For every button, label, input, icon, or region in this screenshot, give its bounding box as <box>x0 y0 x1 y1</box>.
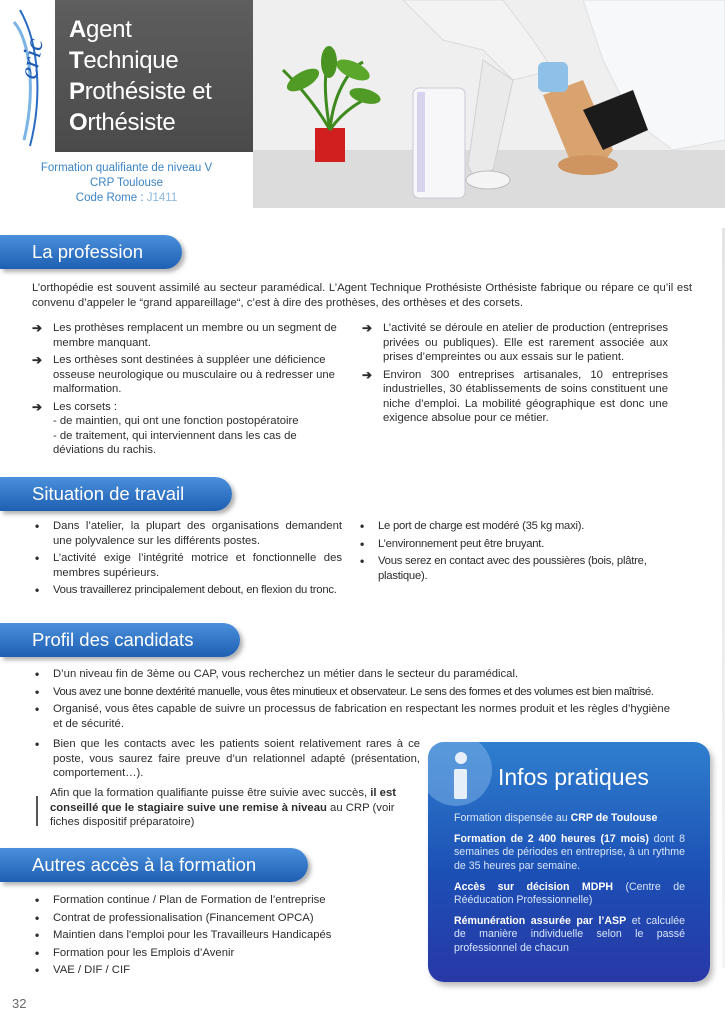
list-item: • Vous serez en contact avec des poussières (bois, plâtre, plastique). <box>360 554 647 582</box>
list-item: • Le port de charge est modéré (35 kg maxi). <box>360 519 585 533</box>
bullet-icon: • <box>35 910 40 925</box>
logo-text: eric <box>13 36 49 82</box>
bullet-icon: • <box>35 519 40 533</box>
page-title <box>55 0 253 152</box>
arrow-right-icon: ➔ <box>362 367 373 382</box>
infos-duree: Formation de 2 400 heures (17 mois) dont 8 semaines de périodes en entreprise, à un rythme de 35 heures par semaine. <box>454 833 685 872</box>
title-line-2: Technique <box>69 47 179 74</box>
infos-acces: Accès sur décision MDPH (Centre de Rééducation Professionnelle) <box>454 880 685 907</box>
infos-remuneration: Rémunération assurée par l’ASP et calculée de manière individuelle selon le passé professionnel de chacun <box>454 915 686 954</box>
list-item: • Formation pour les Emplois d’Avenir <box>35 945 235 960</box>
list-item: ➔ L’activité se déroule en atelier de production (entreprises privées ou publiques). Elle est rarement associée aux prises d’empreintes ou aux essais sur le patient. <box>362 321 668 363</box>
bullet-icon: • <box>35 963 40 977</box>
profession-right-list <box>362 321 668 429</box>
list-item: • Vous travaillerez principalement debout, en flexion du tronc. <box>35 583 337 597</box>
infos-lieu: Formation dispensée au CRP de Toulouse <box>454 812 658 824</box>
list-item: • Organisé, vous êtes capable de suivre un processus de fabrication en respectant les normes produit et les règles d’hygiène et de sécurité. <box>35 702 670 730</box>
bullet-icon: • <box>35 667 40 681</box>
title-line-3: Prothésiste et <box>69 78 212 105</box>
eric-logo <box>0 0 55 152</box>
bullet-icon: • <box>35 737 40 751</box>
bullet-icon: • <box>35 893 40 907</box>
list-item: ➔ Les orthèses sont destinées à suppléer une déficience osseuse neurologique ou musculaire ou à redresser une malformation. <box>32 353 335 395</box>
bullet-icon: • <box>360 519 364 533</box>
list-item: • Maintien dans l'emploi pour les Travailleurs Handicapés <box>35 928 332 942</box>
bullet-icon: • <box>35 551 40 565</box>
section-heading-situation: Situation de travail <box>0 477 232 511</box>
infos-pratiques-box <box>428 742 710 982</box>
formation-info <box>0 152 253 208</box>
list-item: ➔ Les prothèses remplacent un membre ou un segment de membre manquant. <box>32 321 337 349</box>
profession-intro: L’orthopédie est souvent assimilé au secteur paramédical. L’Agent Technique Prothésiste Orthésiste fabrique ou répare ce qu’il est convenu d’appeler le “grand appareillage“, c’est à dire des prothèses, des orthèses et des corsets. <box>32 282 692 309</box>
list-item: • Formation continue / Plan de Formation de l’entreprise <box>35 893 326 907</box>
title-line-4: Orthésiste <box>69 109 176 136</box>
code-rome: Code Rome : J1411 <box>75 192 178 204</box>
remise-a-niveau-note: Afin que la formation qualifiante puisse être suivie avec succès, il est conseillé que le stagiaire suive une remise à niveau au CRP (voir fiches dispositif préparatoire) <box>50 787 397 828</box>
page-header <box>0 0 725 208</box>
infos-body <box>454 812 685 963</box>
bullet-icon: • <box>35 945 40 960</box>
formation-level: Formation qualifiante de niveau V <box>40 162 213 174</box>
arrow-right-icon: ➔ <box>32 353 43 367</box>
list-item: • L’activité exige l’intégrité motrice et fonctionnelle des membres supérieurs. <box>35 551 342 579</box>
infos-title: Infos pratiques <box>498 764 649 790</box>
list-item: • Contrat de professionalisation (Financement OPCA) <box>35 910 314 925</box>
profil-list-bottom <box>32 737 420 784</box>
profession-left-list <box>32 321 340 461</box>
section-heading-profession: La profession <box>0 235 182 269</box>
situation-left-list <box>32 519 342 601</box>
corsets-sub-1: - de maintien, qui ont une fonction postopératoire <box>53 415 299 427</box>
section-heading-autres: Autres accès à la formation <box>0 848 308 882</box>
list-item: • VAE / DIF / CIF <box>35 963 130 977</box>
list-item: ➔ Les corsets : - de maintien, qui ont une fonction postopératoire - de traitement, qui interviennent dans les cas de déviations du rachis. <box>32 400 340 458</box>
bullet-icon: • <box>35 928 40 942</box>
corsets-sub-2: - de traitement, qui interviennent dans les cas de déviations du rachis. <box>53 429 297 456</box>
bullet-icon: • <box>35 702 40 716</box>
list-item: ➔ Environ 300 entreprises artisanales, 10 entreprises industrielles, 30 établissements de soins constituent une niche d’emploi. La mobilité géographique est donc une exigence absolue pour ce métier. <box>362 367 668 424</box>
arrow-right-icon: ➔ <box>362 321 373 335</box>
section-heading-profil: Profil des candidats <box>0 623 240 657</box>
list-item: • Dans l’atelier, la plupart des organisations demandent une polyvalence sur les différents postes. <box>35 519 342 547</box>
arrow-right-icon: ➔ <box>32 321 43 335</box>
bullet-icon: • <box>360 536 364 551</box>
formation-centre: CRP Toulouse <box>89 177 164 189</box>
situation-right-list <box>357 519 669 586</box>
profil-list-top <box>32 667 670 734</box>
bullet-icon: • <box>360 554 364 568</box>
header-photo <box>253 0 725 208</box>
list-item: • L’environnement peut être bruyant. <box>360 536 545 551</box>
arrow-right-icon: ➔ <box>32 399 43 414</box>
page-number: 32 <box>12 996 27 1011</box>
list-item: • Bien que les contacts avec les patients soient relativement rares à ce poste, vous saurez faire preuve d’un relationnel adapté (présentation, comportement…). <box>35 737 420 779</box>
list-item: • D’un niveau fin de 3ème ou CAP, vous recherchez un métier dans le secteur du paramédical. <box>35 667 519 681</box>
bullet-icon: • <box>35 684 39 699</box>
info-icon <box>428 742 498 812</box>
title-line-1: Agent <box>69 16 132 43</box>
list-item: • Vous avez une bonne dextérité manuelle, vous êtes minutieux et observateur. Le sens des formes et des volumes est bien maîtrisé. <box>35 684 654 699</box>
autres-list <box>32 893 412 981</box>
bullet-icon: • <box>35 583 39 597</box>
